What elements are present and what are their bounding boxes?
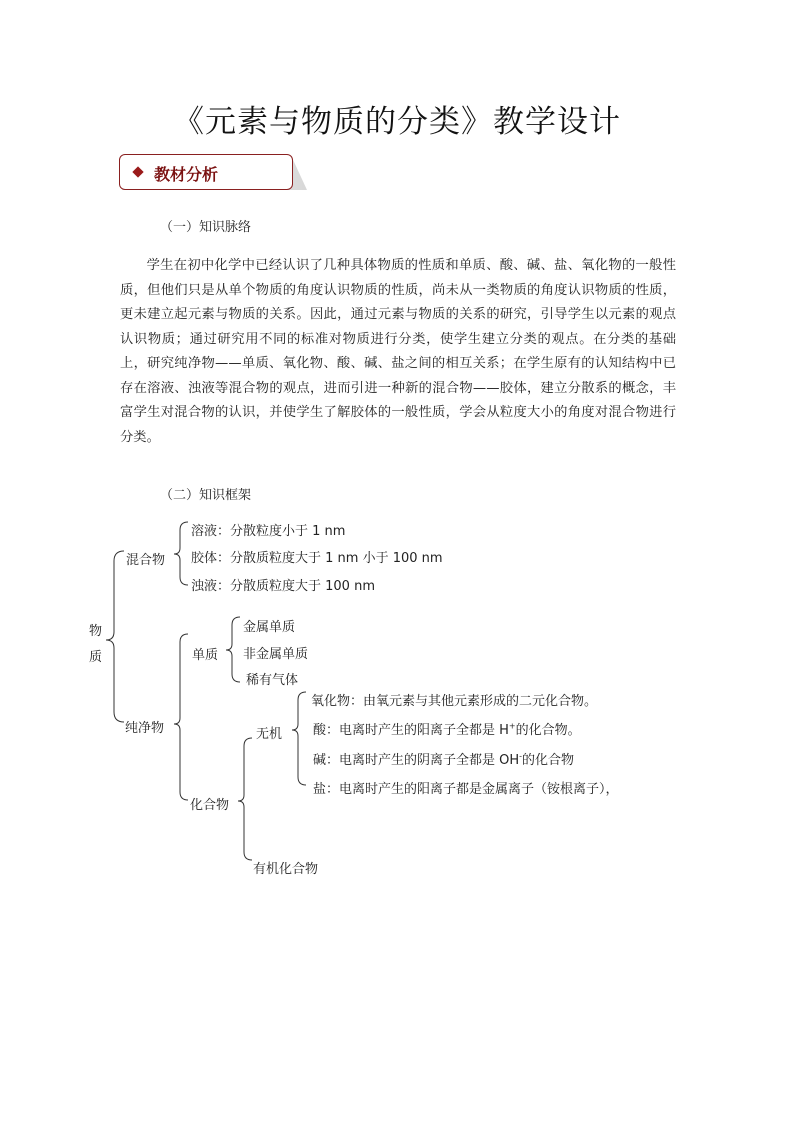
acid-definition: [313, 719, 581, 738]
mixture-item: 胶体：分散质粒度大于 1 nm 小于 100 nm: [191, 551, 443, 566]
page-title: 《元素与物质的分类》教学设计: [173, 104, 621, 140]
base-charge: -: [519, 751, 523, 761]
base-definition: [313, 749, 574, 768]
knowledge-framework-heading: （二）知识框架: [160, 488, 252, 503]
acid-charge: +: [508, 721, 516, 731]
mixture-item: 溶液：分散粒度小于 1 nm: [191, 524, 346, 539]
inorganic-label: 无机: [256, 727, 283, 742]
acid-suffix: 的化合物。: [515, 723, 581, 738]
element-label: 单质: [192, 648, 219, 663]
element-item: 稀有气体: [246, 673, 299, 688]
mixture-brace: [174, 522, 188, 585]
base-suffix: 的化合物: [522, 753, 575, 768]
knowledge-context-heading: （一）知识脉络: [160, 220, 252, 235]
element-item: 非金属单质: [243, 647, 309, 662]
compound-brace: [238, 738, 252, 860]
pure-brace: [174, 634, 188, 800]
knowledge-context-paragraph: 学生在初中化学中已经认识了几种具体物质的性质和单质、酸、碱、盐、氧化物的一般性质，但他们只是从单个物质的角度认识物质的性质，尚未从一类物质的角度认识物质的性质，更未建立起元素与物质的关系。因此，通过元素与物质的关系的研究，引导学生以元素的观点认识物质；通过研究用不同的标准对物质进行分类，使学生建立分类的观点。在分类的基础上，研究纯净物——单质、氧化物、酸、碱、盐之间的相互关系；在学生原有的认知结构中已存在溶液、浊液等混合物的观点，进而引进一种新的混合物——胶体，建立分散系的概念，丰富学生对混合物的认识，并使学生了解胶体的一般性质，学会从粒度大小的角度对混合物进行分类。: [120, 258, 676, 445]
acid-text: 酸：电离时产生的阳离子全都是 H: [313, 723, 509, 738]
inorganic-brace: [292, 692, 306, 785]
element-item: 金属单质: [243, 620, 296, 635]
pure-label: 纯净物: [125, 721, 165, 736]
root-label-text: 物质: [89, 624, 103, 665]
mixture-label: 混合物: [126, 553, 166, 568]
element-brace: [226, 617, 240, 682]
section-header-label: 教材分析: [154, 165, 219, 184]
oxide-definition: 氧化物：由氧元素与其他元素形成的二元化合物。: [311, 694, 598, 709]
base-text: 碱：电离时产生的阴离子全都是 OH: [313, 753, 520, 768]
root-label: [89, 619, 103, 671]
organic-label: 有机化合物: [253, 862, 319, 877]
compound-label: 化合物: [190, 798, 230, 813]
root-brace: [106, 551, 124, 722]
salt-definition: 盐：电离时产生的阳离子都是金属离子（铵根离子），: [313, 782, 619, 797]
mixture-item: 浊液：分散质粒度大于 100 nm: [191, 579, 375, 594]
